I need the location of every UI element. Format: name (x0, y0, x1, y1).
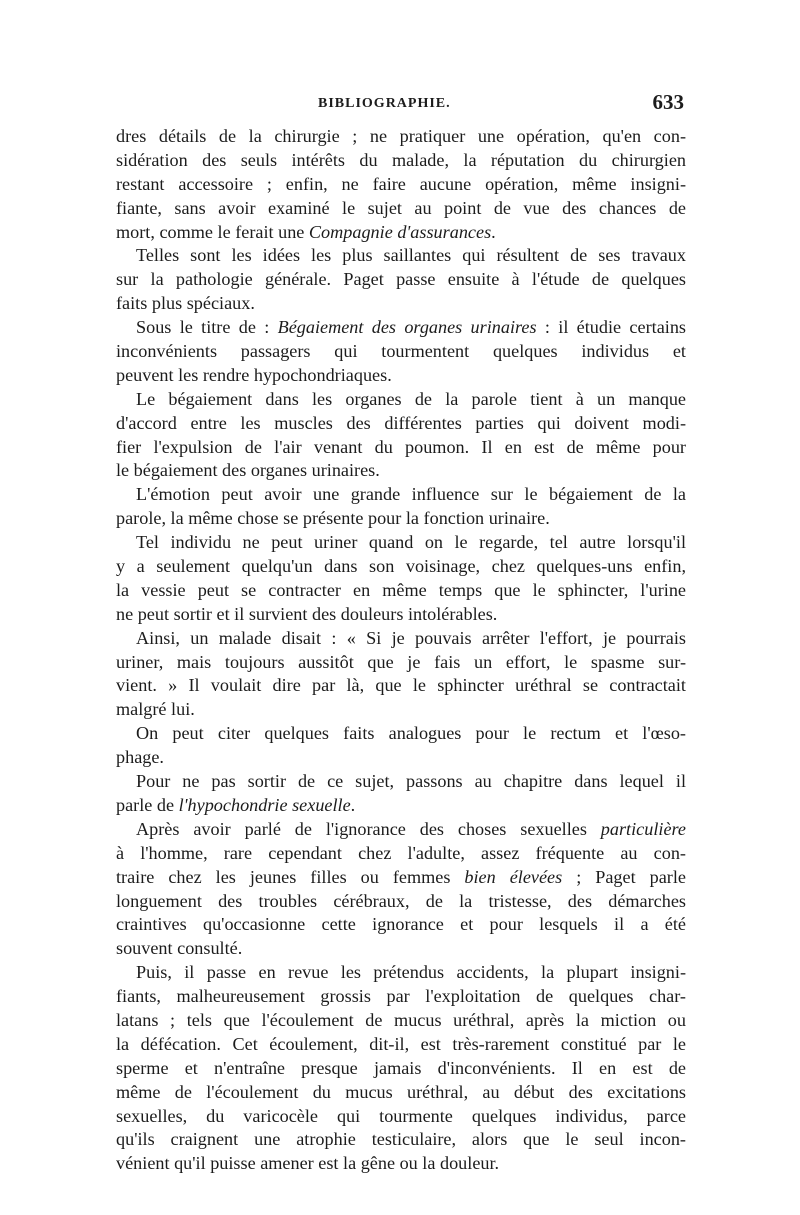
text-line-content: même de l'écoulement du mucus uréthral, au début des excitations (116, 1081, 686, 1102)
text-line-tail: ; Paget parle (562, 866, 686, 887)
italic-phrase: Bégaiement des organes urinaires (277, 317, 537, 338)
text-line-content: Telles sont les idées les plus saillantes qui résultent de ses travaux (136, 245, 686, 266)
text-line-content: Pour ne pas sortir de ce sujet, passons au chapitre dans lequel il (136, 771, 686, 792)
page-header (118, 90, 684, 124)
text-line (116, 722, 686, 746)
text-line-content: la vessie peut se contracter en même temps que le sphincter, l'urine (116, 579, 686, 600)
text-line (116, 937, 686, 961)
text-line-content: fiants, malheureusement grossis par l'exploitation de quelques char- (116, 986, 686, 1007)
text-line-content: longuement des troubles cérébraux, de la tristesse, des démarches (116, 890, 686, 911)
italic-phrase: bien élevées (464, 866, 563, 887)
text-line (116, 340, 686, 364)
text-line (116, 555, 686, 579)
text-line (116, 961, 686, 985)
text-line-content: Sous le titre de : (136, 317, 278, 338)
text-line (116, 794, 686, 818)
text-line-content: fiante, sans avoir examiné le sujet au point de vue des chances de (116, 197, 686, 218)
text-line (116, 292, 686, 316)
text-line (116, 579, 686, 603)
text-line-content: souvent consulté. (116, 938, 243, 959)
text-line (116, 197, 686, 221)
text-line-content: sexuelles, du varicocèle qui tourmente quelques individus, parce (116, 1105, 686, 1126)
running-title: BIBLIOGRAPHIE. (318, 96, 451, 111)
text-line (116, 1105, 686, 1129)
text-line-content: vénient qu'il puisse amener est la gêne ou la douleur. (116, 1153, 500, 1174)
text-line (116, 125, 686, 149)
text-line (116, 985, 686, 1009)
text-line-content: sur la pathologie générale. Paget passe ensuite à l'étude de quelques (116, 269, 686, 290)
text-line-content: ne peut sortir et il survient des douleurs intolérables. (116, 603, 498, 624)
italic-phrase: Compagnie d'assurances (308, 221, 492, 242)
text-line-content: Après avoir parlé de l'ignorance des choses sexuelles (136, 818, 601, 839)
text-line (116, 770, 686, 794)
text-line-content: sidération des seuls intérêts du malade, la réputation du chirurgien (116, 149, 686, 170)
text-line (116, 388, 686, 412)
text-line (116, 149, 686, 173)
text-line (116, 627, 686, 651)
text-line-content: L'émotion peut avoir une grande influence sur le bégaiement de la (136, 484, 686, 505)
text-line (116, 221, 686, 245)
text-line (116, 244, 686, 268)
italic-phrase: particulière (600, 818, 686, 839)
text-line (116, 1057, 686, 1081)
text-line-content: Puis, il passe en revue les prétendus accidents, la plupart insigni- (136, 962, 686, 983)
text-line-content: parole, la même chose se présente pour la fonction urinaire. (116, 508, 550, 529)
text-line-content: dres détails de la chirurgie ; ne pratiquer une opération, qu'en con- (116, 126, 686, 146)
text-line (116, 173, 686, 197)
text-line-content: faits plus spéciaux. (116, 293, 255, 314)
text-line-content: uriner, mais toujours aussitôt que je fais un effort, le spasme sur- (116, 651, 686, 672)
text-line (116, 364, 686, 388)
text-line (116, 1033, 686, 1057)
text-line (116, 818, 686, 842)
text-line (116, 1152, 686, 1176)
text-line (116, 412, 686, 436)
text-line-content: craintives qu'occasionne cette ignorance et pour lesquels il a été (116, 914, 686, 935)
text-line-content: Ainsi, un malade disait : « Si je pouvais arrêter l'effort, je pourrais (136, 627, 686, 648)
text-line-content: Tel individu ne peut uriner quand on le regarde, tel autre lorsqu'il (136, 532, 686, 553)
text-line-content: inconvénients passagers qui tourmentent quelques individus et (116, 341, 686, 362)
text-line-content: vient. » Il voulait dire par là, que le sphincter uréthral se contractait (116, 675, 686, 696)
text-line-content: le bégaiement des organes urinaires. (116, 460, 380, 481)
text-line-content: d'accord entre les muscles des différentes parties qui doivent modi- (116, 412, 686, 433)
text-line (116, 698, 686, 722)
text-line-content: latans ; tels que l'écoulement de mucus uréthral, après la miction ou (116, 1009, 686, 1030)
text-line (116, 268, 686, 292)
text-line-content: la défécation. Cet écoulement, dit-il, est très-rarement constitué par le (116, 1033, 686, 1054)
text-line (116, 507, 686, 531)
text-line (116, 316, 686, 340)
text-line-tail: . (350, 794, 356, 815)
text-line (116, 1081, 686, 1105)
text-line-content: phage. (116, 747, 164, 768)
text-line-content: y a seulement quelqu'un dans son voisinage, chez quelques-uns enfin, (116, 556, 686, 577)
text-line (116, 651, 686, 675)
text-line (116, 842, 686, 866)
text-line-content: sperme et n'entraîne presque jamais d'inconvénients. Il en est de (116, 1057, 686, 1078)
text-line (116, 890, 686, 914)
page-number: 633 (652, 90, 684, 114)
text-line (116, 674, 686, 698)
text-line-content: Le bégaiement dans les organes de la parole tient à un manque (136, 388, 686, 409)
text-line-content: à l'homme, rare cependant chez l'adulte, assez fréquente au con- (116, 842, 686, 863)
text-line-tail: : il étudie certains (536, 317, 686, 338)
text-line (116, 459, 686, 483)
text-line-content: fier l'expulsion de l'air venant du poumon. Il en est de même pour (116, 436, 686, 457)
text-line-content: restant accessoire ; enfin, ne faire aucune opération, même insigni- (116, 173, 686, 194)
text-line-content: malgré lui. (116, 699, 195, 720)
text-line-content: parle de (116, 794, 179, 815)
text-line (116, 1009, 686, 1033)
text-line (116, 436, 686, 460)
text-line (116, 913, 686, 937)
italic-phrase: l'hypochondrie sexuelle (178, 794, 351, 815)
text-line (116, 746, 686, 770)
text-line (116, 483, 686, 507)
text-line-content: qu'ils craignent une atrophie testiculaire, alors que le seul incon- (116, 1129, 686, 1150)
text-line-content: peuvent les rendre hypochondriaques. (116, 364, 392, 385)
text-line-content: traire chez les jeunes filles ou femmes (116, 866, 465, 887)
text-line-content: On peut citer quelques faits analogues pour le rectum et l'œso- (136, 723, 686, 744)
text-line-tail: . (491, 221, 496, 242)
text-line (116, 866, 686, 890)
text-line-content: mort, comme le ferait une (116, 221, 309, 242)
text-line (116, 603, 686, 627)
body-text (116, 125, 686, 1176)
text-line (116, 531, 686, 555)
text-line (116, 1128, 686, 1152)
